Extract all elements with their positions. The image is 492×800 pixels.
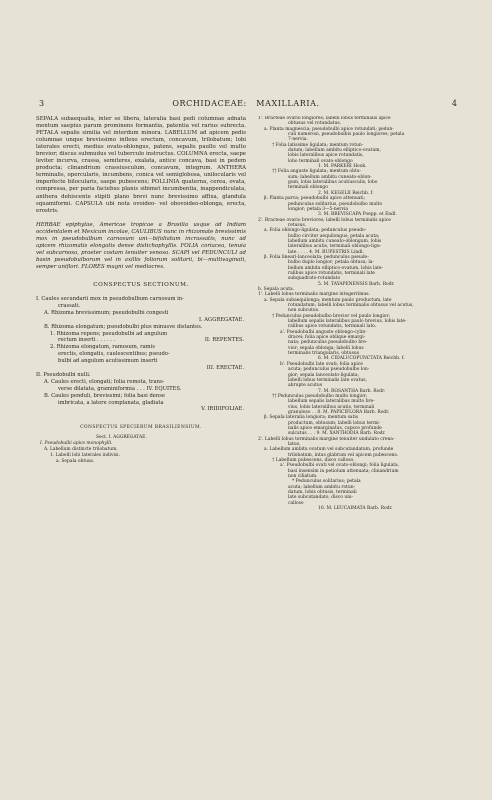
key-text: bellum ambitu elliptico-ovatum, lobis late- (288, 265, 384, 271)
key-text: * Pedunculus solitarius; petala (292, 479, 361, 485)
key-text: lobis lateralibus apice rotundatis, (288, 153, 364, 159)
conspectus-specierum-list (36, 435, 246, 464)
conspectus-line (36, 393, 246, 400)
conspectus-text (36, 406, 38, 412)
key-text: labellum sepalis lateralibus multo bre- (288, 399, 375, 405)
conspectus-line (36, 331, 246, 338)
key-text: non subcutus. (288, 308, 320, 314)
key-text: † Folia latissime ligulata; mentum rotun- (272, 142, 364, 148)
key-text: ralibus apice rotundatis, terminali late (288, 270, 375, 276)
key-text: 1. M. PARKERI Hook. (318, 164, 367, 170)
specierum-line: A. Labellum distincte trilobatum. (44, 446, 118, 452)
key-text: b'. Pseudobulbi late ovati; folia apice (280, 361, 363, 367)
conspectus-line (36, 337, 246, 344)
title-left: ORCHIDACEAE: (172, 99, 247, 108)
key-text: acuta; labellum ambitu rotun- (288, 484, 356, 490)
key-text: β. Sepala lateralia longiora; mentum satis (264, 415, 359, 421)
conspectus-line (36, 358, 246, 365)
key-text: late . . . . 4. M. RUPESTRIS Lindl. (288, 249, 364, 255)
key-text: rotundatum; labelli lobus terminalis obtusus vel acutus, (288, 303, 414, 309)
specierum-line: a. Sepala obtusa. (56, 458, 95, 464)
key-text: trilobatum, intus glabrum vel apicem pubescens. (288, 452, 399, 458)
conspectus-text: erectis, elongatis, caulescentibus; pseudo- (58, 351, 170, 358)
conspectus-text: 2. Rhizoma elongatum, ramosum, ramis (50, 344, 155, 351)
key-text: a'. Pseudobulbi ovati vel ovato-oblongi; folia ligulata, (280, 463, 400, 469)
habit-paragraph: HERBAE epiphytae, Americae tropicae a Brasilia usque ad Indiam occidentalem et Mexicum incolae, CAULIBUS nunc in rhizomate brevissimis mox in pseudobulbum carnosum uni—bifoliatum incrassatis, nunc ad apicem rhizomatis elongatis dense distichophyllis. FOLIA coriacea, tenuia vel subcarnosa, praeter costam tenuiter venosa. SCAPI vel PEDUNCULI ad basin pseudobulborum vel in axillis foliorum solitarii, bi—multivaginati, semper uniflori. FLORES magni vel mediocres. (36, 221, 246, 270)
conspectus-line (36, 310, 246, 317)
key-text: latus. (288, 441, 301, 447)
conspectus-text: imbricata, a latere complanata, gladiata (58, 399, 164, 406)
key-text: bulbo circiter aequilongus; petala acuta; (288, 233, 380, 239)
key-text: abrupte acutus (288, 383, 323, 389)
conspectus-text (36, 317, 38, 323)
specierum-line: 1. Labelli lobi laterales indivisi. (50, 452, 120, 458)
conspectus-text (36, 365, 38, 371)
key-text: longior; petala 3—5-nervia (288, 206, 349, 212)
key-text: a. Folia oblongo-ligulata; pedunculus pseudo- (264, 228, 367, 234)
key-text: 2. M. KEGELII Reichb. f. (318, 190, 374, 196)
key-text: lateralibus acutis, terminali oblongo-ligu- (288, 244, 382, 250)
key-text: 10. M. LEUCAIMATA Barb. Rodr. (318, 506, 393, 512)
conspectus-line (36, 344, 246, 351)
key-text: 5. M. TAYAPENENSIS Barb. Rodr. (318, 281, 395, 287)
conspectus-text: I. Caules secundarii mox in pseudobulbum carnosum in- (36, 295, 184, 302)
key-text: 2'. Labelli lobus terminalis margine tenuiter undulato crena- (258, 436, 395, 442)
key-text: 1'. Labelli lobus terminalis margine integerrimus. (258, 292, 370, 298)
key-text: datum; labellum ambitu elliptico-ovatum, (288, 148, 381, 154)
species-name-line (258, 506, 458, 511)
key-text: ralibus apice rotundatis, terminali lato. (288, 324, 377, 330)
conspectus-text: B. Rhizoma elongatum; pseudobulbi plus minusve distantes. (44, 323, 203, 330)
conspectus-text: bulbi ad angulum acutissimum inserti (58, 358, 158, 365)
key-text: sum; labellum ambitu cuneato-oblon- (288, 174, 372, 180)
key-text: 6. M. CIDALUCOPUNCTATA Reichb. f. (318, 356, 405, 362)
key-text: lobo terminali ovato-oblongo (288, 158, 353, 164)
conspectus-text: verse dilatata, graminiformia . . . IV. EQUITES. (58, 385, 182, 392)
section-name: I. AGGREGATAE. (198, 316, 244, 323)
conspectus-text: B. Caules penduli, brevissimi; folia basi dense (44, 392, 165, 399)
key-text: † Labellum pubescens, disco calloso. (272, 458, 355, 463)
key-text: b. Sepala acuta. (258, 287, 295, 292)
conspectus-line (36, 379, 246, 386)
section-name: III. ERECTAE. (206, 365, 244, 372)
key-text: granuloso . . 8. M. PAPICIFLORA Barb. Rodr. (288, 409, 390, 415)
right-page-number: 4 (451, 99, 457, 108)
section-name: II. REPENTES. (204, 337, 244, 344)
conspectus-line (36, 386, 246, 393)
conspectus-sectionum-title: CONSPECTUS SECTIONUM. (93, 281, 189, 288)
key-text: † Pedunculus pseudobulbo brevior vel paulo longior; (272, 313, 391, 319)
key-text: labellum sepalis lateralibus paulo brevius, lobis late- (288, 319, 407, 325)
key-text: gum, lobis lateralibus acutiusculis, lobo (288, 180, 378, 186)
key-text: †† Folia anguste ligulata; mentum obtu- (272, 169, 362, 175)
conspectus-text: A. Caules erecti, elongati; folia remota, trans- (44, 378, 165, 385)
right-column (258, 116, 458, 511)
conspectus-line (36, 351, 246, 358)
key-text: nalis apice emarginatus, capsce profunde (288, 425, 382, 431)
specierum-line: Sect. I. AGGREGATAE. (96, 435, 147, 441)
key-text: non ciliatum. (288, 474, 318, 480)
conspectus-line (36, 406, 246, 413)
conspectus-line (36, 317, 246, 324)
key-text: vius, lobis lateralibus acutis, terminali (288, 404, 375, 410)
key-text: dracei; folia apice oblique emargi- (288, 335, 366, 341)
section-name: V. IRIDIFOLIAE. (201, 406, 244, 413)
left-page-number: 3 (39, 99, 45, 108)
specierum-line: I. Pseudobulbi apice monophylli. (40, 441, 113, 447)
key-text: labellum ambitu cuneato-oblongum, lobis (288, 238, 382, 244)
key-text: a. Planta magnescia; pseudobulbi apice rotundati; pedun- (264, 126, 394, 132)
conspectus-line (36, 303, 246, 310)
key-text: 7-nervia. (288, 137, 308, 143)
species-key (258, 116, 458, 511)
left-column (36, 116, 246, 464)
key-text: β. Folia lineari-lanceolata; pedunculus pseudo- (264, 254, 369, 260)
conspectus-line (36, 324, 246, 331)
key-text: retusus. (288, 222, 307, 228)
conspectus-text: rectum inserti . . . . . . (58, 337, 116, 344)
key-text: acuta; pedunculus pseudobulbo lon- (288, 367, 370, 373)
key-text: subquadrato-rotundato (288, 276, 341, 282)
conspectus-line (36, 372, 246, 379)
key-text: β. Planta parva; pseudobulbi apice attenuati; (264, 196, 366, 202)
key-text: †† Pedunculus pseudobulbo multo longior; (272, 393, 368, 399)
key-text: labelli lobus terminalis late ovatus, (288, 377, 367, 383)
key-text: a. Labellum ambitu ovatum vel subcutandatum, profunde (264, 447, 394, 453)
key-text: late subcutandato, disco uni- (288, 495, 353, 501)
conspectus-text: 1. Rhizoma repens; pseudobulbi ad angulum (50, 330, 168, 337)
key-text: culi numerosi, pseudobulbis paulo longiores; petala (288, 132, 405, 138)
key-text: 3. M. BREVISCAPA Poepp. et Endl. (318, 212, 397, 218)
key-text: sulcatus . . . 9. M. XANTHODIA Barb. Rodr. (288, 431, 386, 437)
conspectus-line (36, 365, 246, 372)
title-right: MAXILLARIA. (256, 99, 320, 108)
key-text: datum, lobis obtusis, terminali (288, 490, 357, 496)
key-text: 2'. Bracteae ovario breviores; labelli lobus terminalis apice (258, 217, 391, 223)
key-text: a. Sepala subaequilonga; mentum paulo productum, late (264, 297, 392, 303)
key-text: a'. Pseudobulbi anguste oblongo-cylin- (280, 329, 367, 335)
running-header (0, 99, 492, 111)
key-text: calloso (288, 500, 304, 506)
key-text: 1'. Bracteae ovario longiores; labelli lobus terminalis apice (258, 116, 391, 121)
key-text: terminali oblongo (288, 185, 328, 191)
conspectus-list (36, 296, 246, 413)
genus-description: SEPALA subaequalia, inter se libera, lateralia basi pedi columnae adnata mentum saepius parum prominens formantia, patentia vel rarius subrecta. PETALA sepalis similia vel interdum minora. LABELLUM ad apicem pedis columnae unque brevissimo inflexo erectum, concavum, trilobatum; lobi laterales erecti, medius ovato-oblongus, patens, sepalis paullo vel multo brevior; discus submudus vel tuberculo instructus. COLUMNA erecta, saepe leviter incurva, crassa, semiteres, exalata, antice concava, basi in pedem producta; clinandrium crassiusculum, concavum, integrum. ANTHERA terminalis, opercularis, incumbens, conica vel semiglobosa, unilocularis vel imperfecte bilocularis, saepe pubescens; POLLINIA quaterna, cerea, ovata, compressa, per paria faciebus planis sibimet incumbentia, inappendiculata, anthera dehiscente stipiti plano brevi nunc brevissimo affixa, glandula squamiformi. CAPSULA ubi nota ovoideo- vel obovoideo-oblonga, erecta, erostris. (36, 116, 246, 214)
key-text: terminalis triangularis, obtusus (288, 351, 359, 357)
key-text: gior; sepala lanceolato-ligulata; (288, 372, 360, 378)
conspectus-specierum-title: CONSPECTUS SPECIERUM BRASILIENSIUM. (80, 425, 202, 431)
key-text: nata; pedunculus pseudobulbo bre- (288, 340, 368, 346)
conspectus-text: crassati. (58, 302, 81, 309)
conspectus-text: II. Pseudobulbi nulli. (36, 371, 91, 378)
key-text: vior; sepala oblonga; labelli lobus (288, 345, 364, 351)
key-text: obtusus vel rotundatus. (288, 121, 342, 127)
conspectus-line (36, 400, 246, 407)
running-title (0, 99, 492, 108)
conspectus-text: A. Rhizoma brevissimum; pseudobulbi congesti (44, 309, 169, 316)
key-text: 7. M. ROSANTHA Barb. Rodr. (318, 388, 386, 394)
key-text: basi insensim in petiolum attenuata; clinandrium (288, 468, 399, 474)
key-text: productum, obtusum; labelli lobus termi- (288, 420, 381, 426)
key-text: bulbo duplo longior; petala obtusa; la- (288, 260, 374, 266)
conspectus-line (36, 296, 246, 303)
key-text: pedunculus solitarius, pseudobulbo multo (288, 201, 383, 207)
